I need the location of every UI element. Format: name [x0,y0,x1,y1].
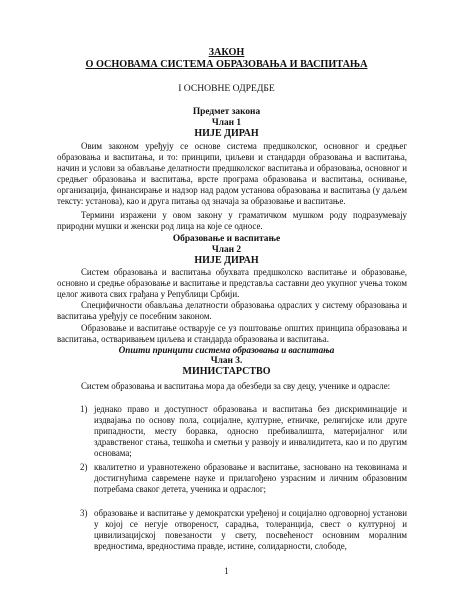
article-2-paragraph-2: Специфичности обављања делатности образовања одраслих у систему образовања и васпитања уређују се посебним законом. [57,300,407,321]
article-2-heading: Образовање и васпитање [172,234,281,244]
list-item-number: 1) [80,404,88,414]
article-1-paragraph-2: Термини изражени у овом закону у граматичком мушком роду подразумевају природни мушки и женски род лица на које се односе. [57,210,407,231]
list-item-number: 3) [80,508,88,518]
law-subtitle: О ОСНОВАМА СИСТЕМА ОБРАЗОВАЊА И ВАСПИТАЊА [85,59,368,70]
article-2-paragraph-1: Систем образовања и васпитања обухвата предшколско васпитање и образовање, основно и средње образовање и васпитање и представља саставни део укупног учења током целог живота свих грађана у Републици Србији. [57,267,407,299]
section-heading: I ОСНОВНЕ ОДРЕДБЕ [178,83,275,94]
page-number: 1 [224,566,229,576]
article-3-status: МИНИСТАРСТВО [182,366,271,377]
article-2-label: Члан 2 [211,245,242,255]
article-2-paragraph-3: Образовање и васпитање остварује се уз поштовање општих принципа образовања и васпитања, остваривањем циљева и стандарда образовања и васпитања. [57,323,407,344]
article-1-status: НИЈЕ ДИРАН [194,128,259,139]
article-1-heading: Предмет закона [192,107,261,117]
list-item: образовање и васпитање у демократски уређеној и социјално одговорној установи у којој се негује отвореност, сарадња, толеранција, свест о културној и цивилизацијској повезаности у свету, посвећеност основним моралним вредностима, вредностима правде, истине, солидарности, слободе, [94,508,407,551]
list-item: квалитетно и уравнотежено образовање и васпитање, засновано на тековинама и достигнућима савремене науке и прилагођено узрасним и личним образовним потребама сваког детета, ученика и одраслог; [94,462,407,494]
article-3-heading: Општи принципи система образовања и васпитања [118,345,335,355]
article-3-intro: Систем образовања и васпитања мора да обезбеди за сву децу, ученике и одрасле: [81,381,391,391]
article-1-label: Члан 1 [211,118,242,128]
article-3-label: Члан 3. [210,356,243,366]
list-item-number: 2) [80,462,88,472]
article-2-status: НИЈЕ ДИРАН [194,255,259,266]
list-item: једнако право и доступност образовања и васпитања без дискриминације и издвајања по основу пола, социјалне, културне, етничке, религијске или друге припадности, месту боравка, односно пребивалишта, материјалног или здравственог стања, тешкоћа и сметњи у развоју и инвалидитета, као и по другим основама; [94,404,407,458]
article-1-paragraph-1: Овим законом уређују се основе система предшколског, основног и средњег образовања и васпитања, и то: принципи, циљеви и стандарди образовања и васпитања, начин и услови за обављање делатности предшколског васпитања и образовања, основног и средњег образовања и васпитања, врсте програма образовања и васпитања, оснивање, организација, финансирање и надзор над радом установа образовања и васпитања (у даљем тексту: установа), као и друга питања од значаја за образовање и васпитање. [57,141,407,206]
law-title: ЗАКОН [208,47,245,58]
